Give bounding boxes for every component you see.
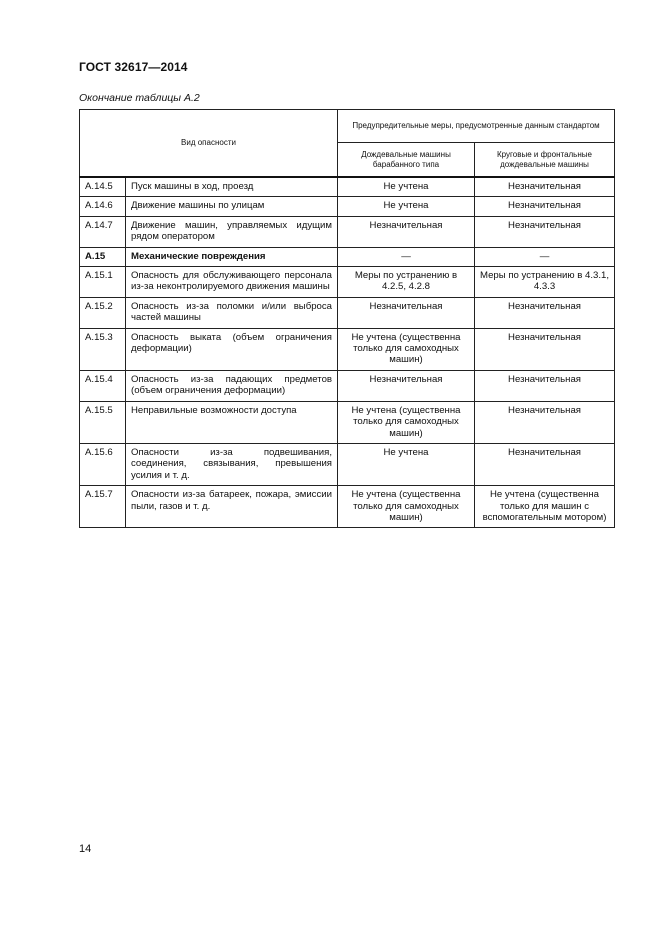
row-hazard-description: Опасности из-за подвешивания, соединения, связывания, превышения усилия и т. д. bbox=[126, 443, 338, 485]
table-group-row bbox=[80, 247, 615, 266]
row-hazard-description: Механические повреждения bbox=[126, 247, 338, 266]
row-hazard-description: Неправильные возможности доступа bbox=[126, 401, 338, 443]
table-row bbox=[80, 486, 615, 528]
table-row bbox=[80, 216, 615, 247]
row-circular-measure: Незначительная bbox=[475, 177, 615, 197]
row-drum-measure: Не учтена (существенна только для самоходных машин) bbox=[338, 401, 475, 443]
row-drum-measure: — bbox=[338, 247, 475, 266]
table-row bbox=[80, 328, 615, 370]
row-number: А.15.6 bbox=[80, 443, 126, 485]
row-circular-measure: — bbox=[475, 247, 615, 266]
table-body bbox=[80, 177, 615, 528]
row-number: А.15.4 bbox=[80, 370, 126, 401]
row-drum-measure: Незначительная bbox=[338, 370, 475, 401]
table-caption: Окончание таблицы А.2 bbox=[79, 92, 200, 104]
row-number: А.15.5 bbox=[80, 401, 126, 443]
header-hazard-type: Вид опасности bbox=[80, 110, 338, 178]
row-circular-measure: Незначительная bbox=[475, 401, 615, 443]
table-row bbox=[80, 443, 615, 485]
row-number: А.15 bbox=[80, 247, 126, 266]
row-number: А.15.2 bbox=[80, 297, 126, 328]
table-row bbox=[80, 197, 615, 216]
row-drum-measure: Не учтена (существенна только для самоходных машин) bbox=[338, 486, 475, 528]
row-drum-measure: Меры по устранению в 4.2.5, 4.2.8 bbox=[338, 267, 475, 298]
row-circular-measure: Незначительная bbox=[475, 216, 615, 247]
row-hazard-description: Пуск машины в ход, проезд bbox=[126, 177, 338, 197]
row-circular-measure: Незначительная bbox=[475, 370, 615, 401]
row-drum-measure: Не учтена bbox=[338, 197, 475, 216]
row-hazard-description: Опасность для обслуживающего персонала из-за неконтролируемого движения машины bbox=[126, 267, 338, 298]
row-circular-measure: Не учтена (существенна только для машин с вспомогательным мотором) bbox=[475, 486, 615, 528]
row-hazard-description: Опасность из-за падающих предметов (объем ограничения деформации) bbox=[126, 370, 338, 401]
table-row bbox=[80, 177, 615, 197]
table-row bbox=[80, 370, 615, 401]
row-number: А.15.3 bbox=[80, 328, 126, 370]
table-row bbox=[80, 267, 615, 298]
row-drum-measure: Незначительная bbox=[338, 297, 475, 328]
row-hazard-description: Движение машин, управляемых идущим рядом оператором bbox=[126, 216, 338, 247]
header-circular-machines: Круговые и фронтальные дождевальные машины bbox=[475, 143, 615, 178]
row-drum-measure: Не учтена bbox=[338, 177, 475, 197]
row-number: А.15.7 bbox=[80, 486, 126, 528]
row-circular-measure: Меры по устранению в 4.3.1, 4.3.3 bbox=[475, 267, 615, 298]
row-hazard-description: Опасности из-за батареек, пожара, эмиссии пыли, газов и т. д. bbox=[126, 486, 338, 528]
row-number: А.15.1 bbox=[80, 267, 126, 298]
table-row bbox=[80, 401, 615, 443]
row-hazard-description: Опасность из-за поломки и/или выброса частей машины bbox=[126, 297, 338, 328]
header-drum-machines: Дождевальные машины барабанного типа bbox=[338, 143, 475, 178]
row-drum-measure: Не учтена bbox=[338, 443, 475, 485]
row-number: А.14.7 bbox=[80, 216, 126, 247]
row-circular-measure: Незначительная bbox=[475, 443, 615, 485]
document-code: ГОСТ 32617—2014 bbox=[79, 60, 188, 74]
row-circular-measure: Незначительная bbox=[475, 328, 615, 370]
hazard-table bbox=[79, 109, 615, 528]
row-circular-measure: Незначительная bbox=[475, 197, 615, 216]
header-measures-group: Предупредительные меры, предусмотренные данным стандартом bbox=[338, 110, 615, 143]
row-circular-measure: Незначительная bbox=[475, 297, 615, 328]
row-hazard-description: Движение машины по улицам bbox=[126, 197, 338, 216]
row-number: А.14.5 bbox=[80, 177, 126, 197]
row-number: А.14.6 bbox=[80, 197, 126, 216]
table-row bbox=[80, 297, 615, 328]
page-number: 14 bbox=[79, 843, 92, 855]
row-drum-measure: Незначительная bbox=[338, 216, 475, 247]
row-drum-measure: Не учтена (существенна только для самоходных машин) bbox=[338, 328, 475, 370]
row-hazard-description: Опасность выката (объем ограничения деформации) bbox=[126, 328, 338, 370]
